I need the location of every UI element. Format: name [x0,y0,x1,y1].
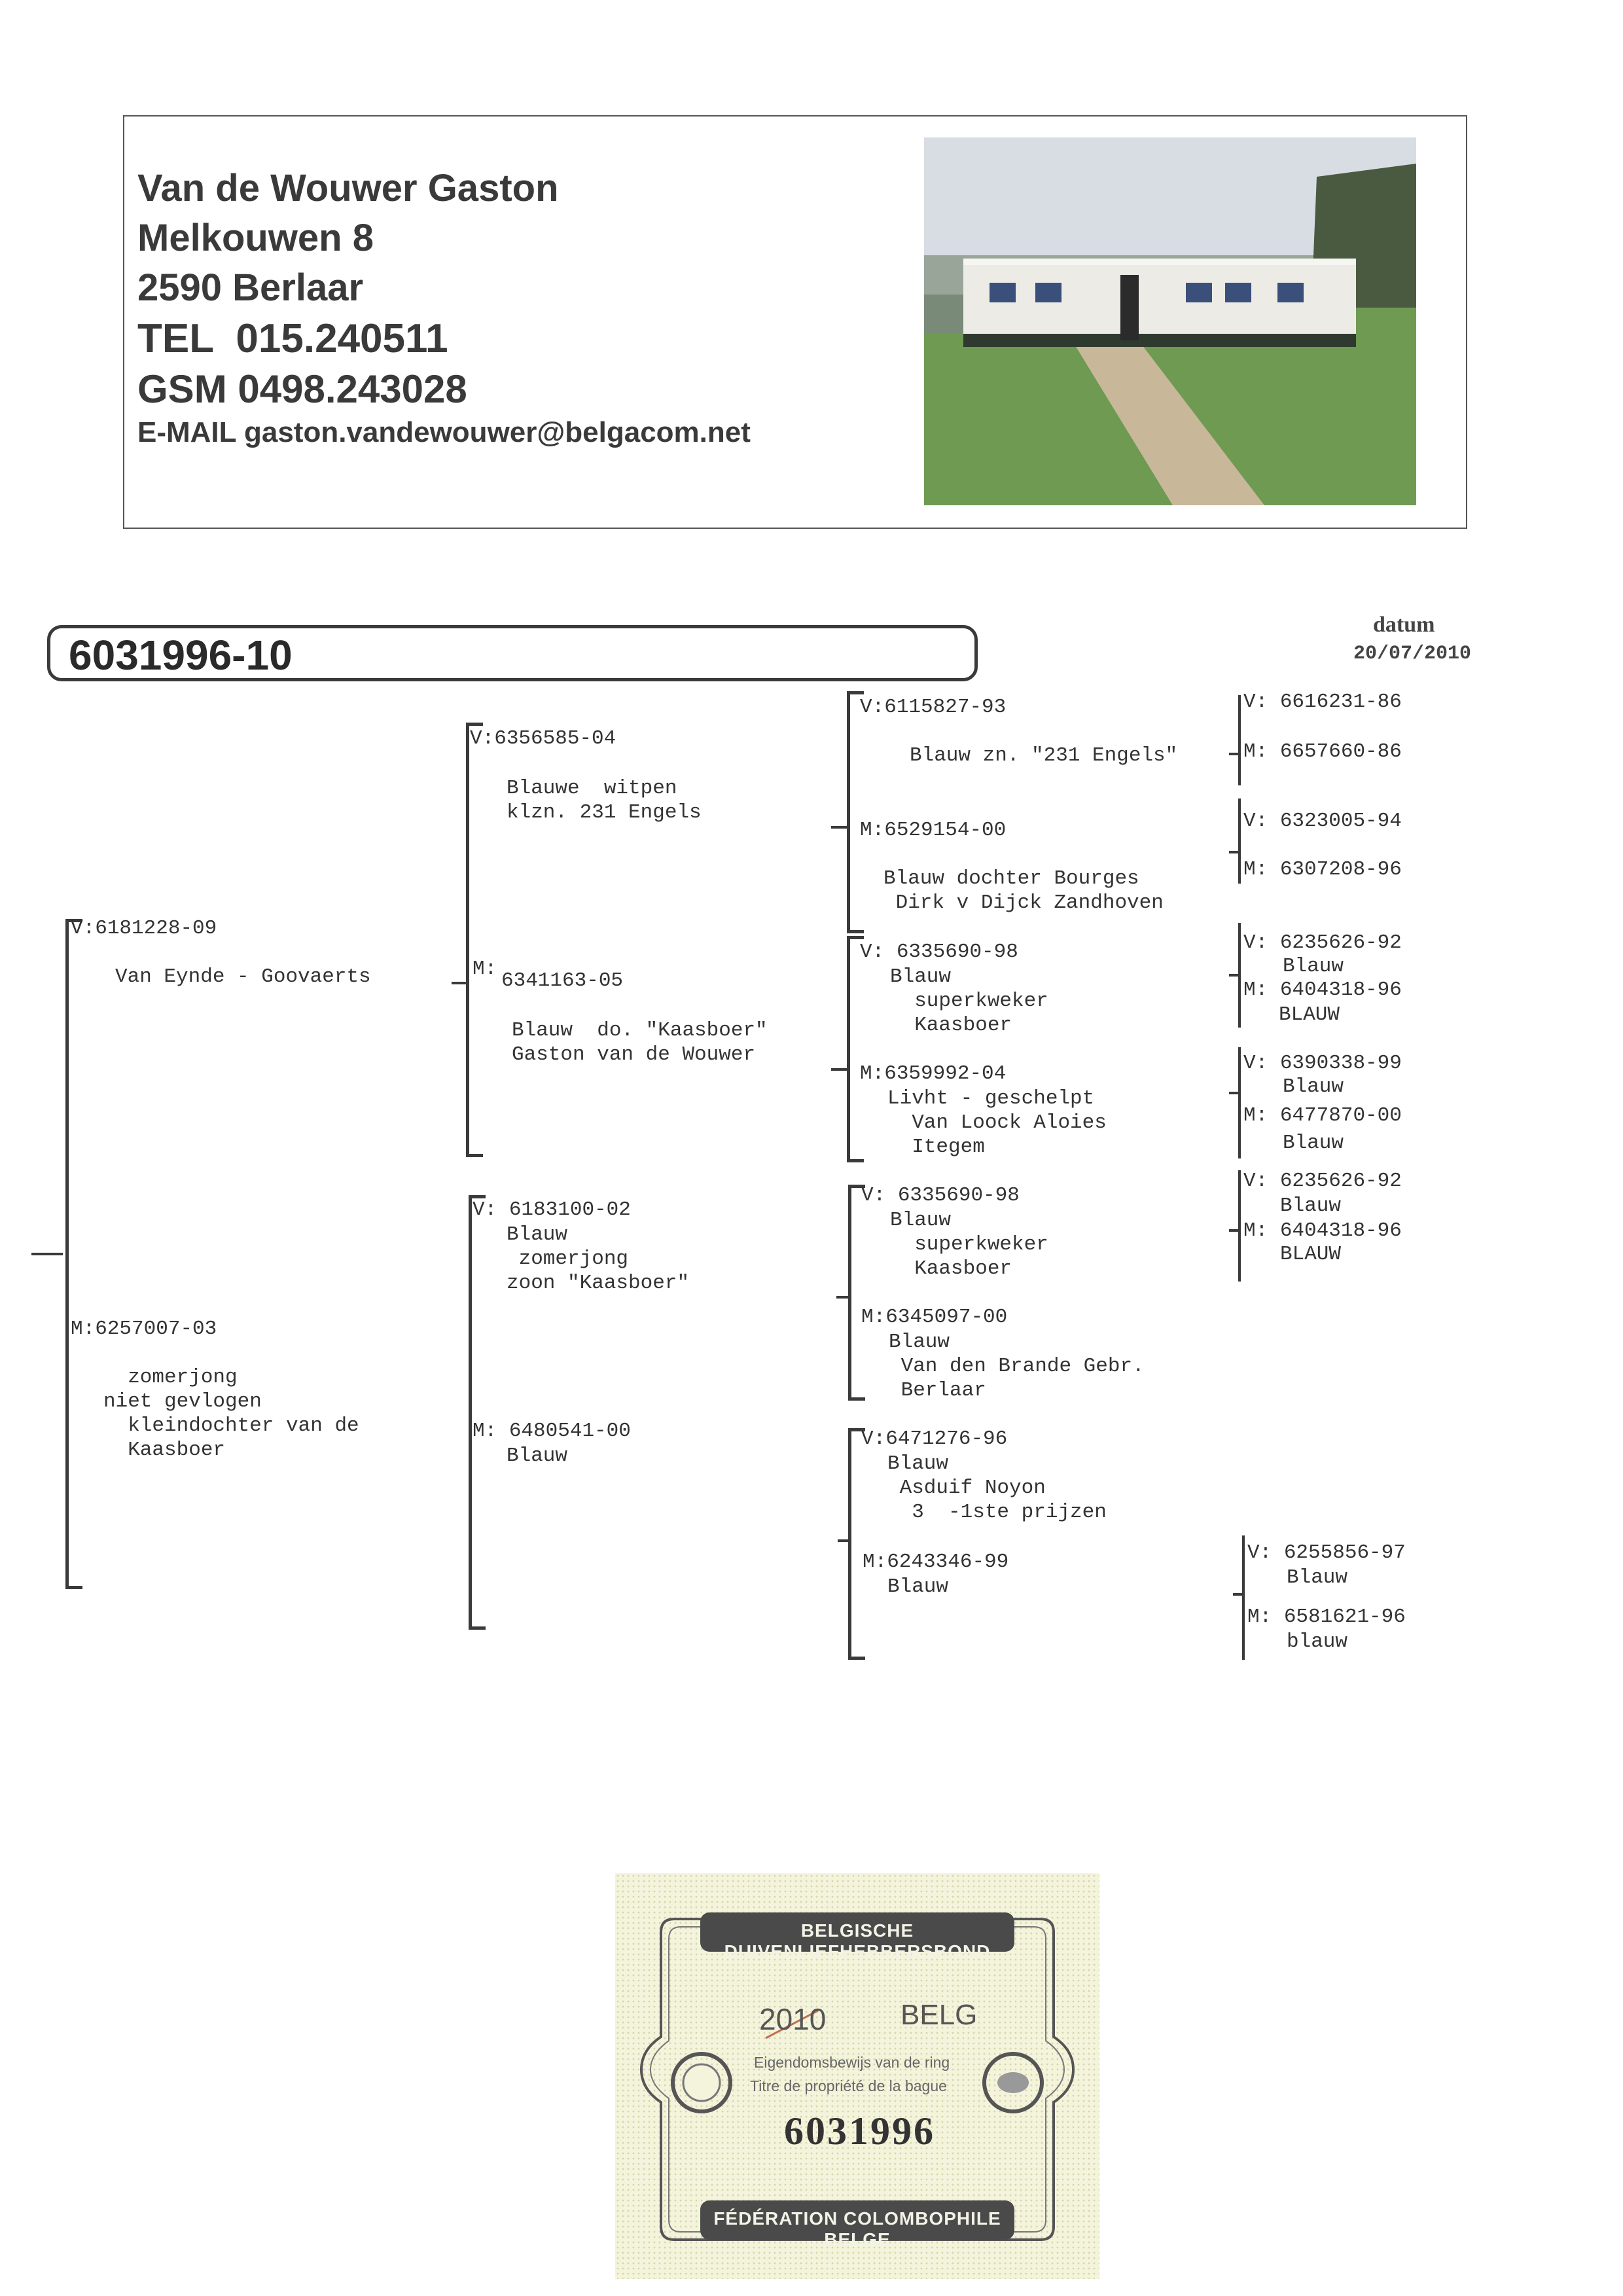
gen4-11-desc: blauw [1287,1630,1348,1653]
gen4-10-ring: 6255856-97 [1283,1541,1406,1564]
gen3-7-ring-line [863,1550,1008,1574]
certificate-line-nl: Eigendomsbewijs van de ring [754,2054,950,2071]
gen3-1-ring-line [860,818,1006,842]
gen2-3-desc: Blauw [507,1444,568,1467]
gen1-sire-ring: 6181228-09 [95,917,217,940]
connector-gen4-c [1229,974,1238,977]
gen3-5-ring-line [861,1305,1007,1329]
gen3-0-prefix: V: [860,696,885,719]
gen2-0-desc: Blauwe witpen klzn. 231 Engels [507,777,702,824]
gen4-7-prefix: M: [1243,1104,1268,1127]
gen4-5-ring: 6404318-96 [1279,978,1402,1001]
gen4-11-ring-line [1247,1605,1406,1629]
connector-gen2-3 [836,1296,849,1299]
gen3-6-prefix: V: [861,1427,886,1450]
gen1-sire-desc: Van Eynde - Goovaerts [115,965,371,988]
gen4-1-ring: 6657660-86 [1279,740,1402,763]
gen3-5-desc: Blauw Van den Brande Gebr. Berlaar [889,1331,1145,1402]
gen4-8-desc: Blauw [1280,1194,1342,1217]
gen4-7-ring-line [1243,1103,1402,1128]
gen3-3-ring: 6359992-04 [884,1062,1007,1085]
date-value: 20/07/2010 [1353,643,1472,665]
bracket-gen3-a [847,691,864,933]
owner-street: Melkouwen 8 [137,217,374,259]
connector-gen4-f [1233,1593,1242,1596]
gen1-dam-prefix: M: [71,1318,96,1340]
gen3-4-desc: Blauw superkweker Kaasboer [890,1209,1048,1280]
gen3-7-prefix: M: [863,1551,887,1573]
gen3-3-desc: Livht - geschelpt Van Loock Aloies Itegem [887,1087,1107,1158]
gen1-dam-ring-line [71,1317,217,1341]
gen4-7-desc: Blauw [1283,1132,1344,1155]
gen4-5-desc: BLAUW [1279,1003,1340,1026]
certificate-number: 6031996 [784,2109,935,2153]
gen3-2-prefix: V: [860,941,885,963]
gen1-dam-ring: 6257007-03 [95,1318,217,1340]
gen4-2-prefix: V: [1243,810,1268,833]
gen4-10-ring-line [1247,1541,1406,1565]
gen3-2-ring: 6335690-98 [896,941,1018,963]
gen4-3-prefix: M: [1243,858,1268,881]
certificate-line-fr: Titre de propriété de la bague [750,2077,947,2094]
gen3-4-ring: 6335690-98 [897,1184,1020,1207]
bracket-gen1 [65,919,82,1589]
gen2-0-ring: 6356585-04 [494,727,616,750]
gen1-dam-desc: zomerjong niet gevlogen kleindochter van de Kaasboer [103,1366,359,1462]
connector-gen1-sire [452,982,466,984]
gen4-2-ring: 6323005-94 [1279,810,1402,833]
gen3-1-prefix: M: [860,819,885,842]
gen2-0-prefix: V: [470,727,495,750]
owner-gsm: GSM 0498.243028 [137,367,467,411]
gen4-6-prefix: V: [1243,1052,1268,1075]
gen2-0-ring-line [470,726,616,751]
gen2-3-ring: 6480541-00 [508,1420,631,1443]
gen4-11-ring: 6581621-96 [1283,1605,1406,1628]
gen4-11-prefix: M: [1247,1605,1272,1628]
email-label: E-MAIL [137,416,236,448]
gen4-9-desc: BLAUW [1280,1243,1342,1266]
gen1-sire-prefix: V: [71,917,96,940]
gen4-6-ring-line [1243,1051,1402,1075]
gen3-3-ring-line [860,1062,1006,1086]
gen2-2-ring: 6183100-02 [508,1198,631,1221]
loft-photo-svg [924,137,1416,505]
gen4-8-prefix: V: [1243,1170,1268,1193]
gen4-6-desc: Blauw [1283,1075,1344,1098]
gen4-9-ring-line [1243,1219,1402,1243]
gen4-8-ring: 6235626-92 [1279,1170,1402,1193]
gen3-3-prefix: M: [860,1062,885,1085]
gen4-1-prefix: M: [1243,740,1268,763]
gen4-5-ring-line [1243,978,1402,1002]
bracket-gen4-f [1242,1535,1245,1660]
gen1-sire-ring-line [71,916,217,941]
gen4-9-ring: 6404318-96 [1279,1219,1402,1242]
gen4-0-ring-line [1243,690,1402,714]
gen3-2-ring-line [860,940,1018,964]
gen4-3-ring-line [1243,857,1402,882]
connector-gen4-a [1229,753,1238,755]
gen4-6-ring: 6390338-99 [1279,1052,1402,1075]
bracket-gen4-a [1238,695,1241,785]
bracket-gen2-a [466,723,483,1157]
gen3-7-desc: Blauw [887,1575,949,1598]
bracket-gen4-c [1238,923,1241,1028]
gen3-7-ring: 6243346-99 [887,1551,1009,1573]
owner-city: 2590 Berlaar [137,266,364,309]
connector-gen4-e [1229,1229,1238,1232]
connector-gen2-2 [831,1068,847,1071]
gen3-0-ring-line [860,695,1006,719]
owner-tel: TEL 015.240511 [137,316,448,361]
gen3-2-desc: Blauw superkweker Kaasboer [890,965,1048,1037]
gen3-6-ring: 6471276-96 [885,1427,1008,1450]
certificate-year: 2010 [759,2002,827,2036]
bracket-gen2-b [469,1195,486,1630]
gen4-0-ring: 6616231-86 [1279,691,1402,713]
gen4-7-ring: 6477870-00 [1279,1104,1402,1127]
connector-gen4-d [1229,1092,1238,1094]
gen4-10-prefix: V: [1247,1541,1272,1564]
gen3-6-desc: Blauw Asduif Noyon 3 -1ste prijzen [887,1452,1107,1524]
gen4-5-prefix: M: [1243,978,1268,1001]
bracket-gen4-e [1238,1170,1241,1282]
ring-number: 6031996-10 [69,632,293,679]
owner-email-line [137,416,751,449]
date-label: datum [1373,613,1435,637]
ownership-certificate [615,1873,1099,2279]
bracket-gen4-d [1238,1047,1241,1158]
bracket-gen4-b [1238,798,1241,884]
certificate-bottom-banner: FÉDÉRATION COLOMBOPHILE BELGE [713,2208,1001,2250]
gen4-4-ring: 6235626-92 [1279,931,1402,954]
certificate-top-banner: BELGISCHE DUIVENLIEFHEBBERSBOND [724,1920,991,1962]
gen4-10-desc: Blauw [1287,1566,1348,1589]
email-address: gaston.vandewouwer@belgacom.net [243,416,751,448]
bracket-gen3-b [847,936,864,1162]
gen2-2-prefix: V: [473,1198,497,1221]
gen3-4-prefix: V: [861,1184,886,1207]
gen3-4-ring-line [861,1183,1020,1208]
connector-gen4-b [1229,851,1238,853]
gen4-9-prefix: M: [1243,1219,1268,1242]
loft-photo [924,137,1416,505]
gen4-0-prefix: V: [1243,691,1268,713]
gen4-4-ring-line [1243,931,1402,955]
gen2-3-ring-line [473,1419,631,1443]
gen2-2-ring-line [473,1198,631,1222]
gen3-6-ring-line [861,1427,1007,1451]
gen4-1-ring-line [1243,740,1402,764]
gen3-0-desc: Blauw zn. "231 Engels" [910,744,1178,767]
gen3-5-prefix: M: [861,1306,886,1329]
gen3-1-desc: Blauw dochter Bourges Dirk v Dijck Zandhoven [883,867,1164,914]
certificate-country: BELG [901,1999,978,2031]
gen3-5-ring: 6345097-00 [885,1306,1008,1329]
owner-name: Van de Wouwer Gaston [137,167,559,209]
gen4-3-ring: 6307208-96 [1279,858,1402,881]
gen2-3-prefix: M: [473,1420,497,1443]
bracket-gen3-d [848,1428,865,1660]
gen2-1-desc: Blauw do. "Kaasboer" Gaston van de Wouwer [512,1019,768,1066]
gen4-4-prefix: V: [1243,931,1268,954]
gen2-1-prefix: M: [473,958,497,980]
gen4-8-ring-line [1243,1169,1402,1193]
bracket-gen3-c [848,1185,865,1401]
connector-gen2-1 [831,826,847,829]
gen2-2-desc: Blauw zomerjong zoon "Kaasboer" [507,1223,690,1295]
gen4-2-ring-line [1243,809,1402,833]
gen3-1-ring: 6529154-00 [884,819,1007,842]
gen2-1-ring: 6341163-05 [501,969,624,992]
gen4-4-desc: Blauw [1283,955,1344,978]
gen3-0-ring: 6115827-93 [884,696,1007,719]
root-connector [31,1253,63,1255]
ring-number-box [47,625,978,681]
